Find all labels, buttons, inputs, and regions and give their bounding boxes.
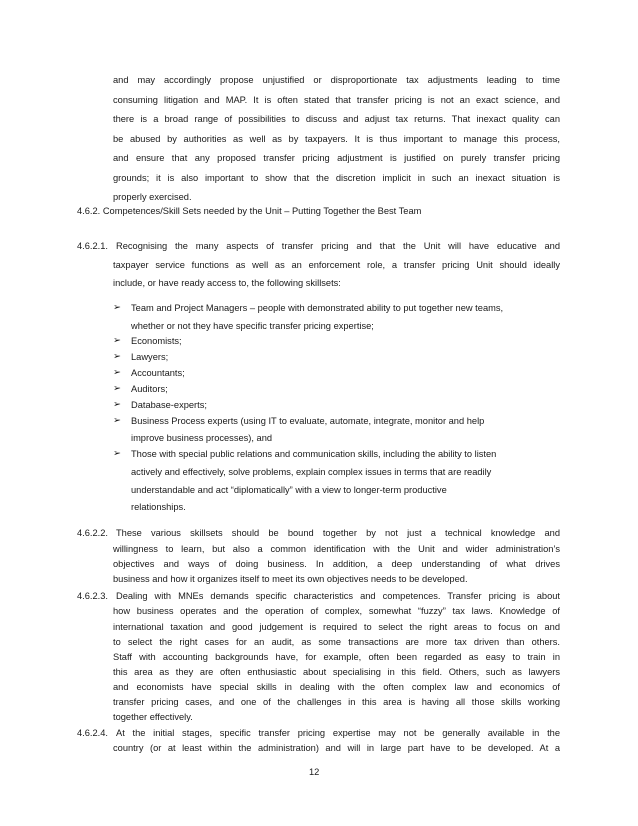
list-item-text: Lawyers; — [131, 352, 169, 362]
intro-line: grounds; it is also important to show that the discretion implicit in such an inexact situation is — [113, 173, 560, 183]
section-heading: 4.6.2. Competences/Skill Sets needed by the Unit – Putting Together the Best Team — [77, 206, 422, 216]
list-item-text: Accountants; — [131, 368, 185, 378]
subsection-number: 4.6.2.1. — [77, 241, 109, 251]
list-item-text: understandable and act “diplomatically” with a view to longer-term productive — [131, 485, 447, 495]
arrow-bullet-icon: ➢ — [113, 351, 121, 362]
list-item-text: improve business processes), and — [131, 433, 273, 443]
intro-line: properly exercised. — [113, 192, 192, 202]
intro-line: consuming litigation and MAP. It is often stated that transfer pricing is not an exact science, and — [113, 95, 560, 105]
list-item-text: Auditors; — [131, 384, 168, 394]
subsection-line: and economists have special skills in dealing with the often complex law and economics of — [113, 682, 560, 692]
subsection-line: include, or have ready access to, the following skillsets: — [113, 278, 341, 288]
arrow-bullet-icon: ➢ — [113, 448, 121, 459]
subsection-line: Dealing with MNEs demands specific characteristics and competences. Transfer pricing is about — [116, 591, 560, 601]
page-number: 12 — [309, 767, 320, 777]
subsection-line: willingness to learn, but also a common identification with the Unit and wider administration’s — [113, 544, 560, 554]
subsection-line: together effectively. — [113, 712, 193, 722]
list-item-text: relationships. — [131, 502, 186, 512]
arrow-bullet-icon: ➢ — [113, 335, 121, 346]
arrow-bullet-icon: ➢ — [113, 399, 121, 410]
intro-line: be abused by authorities as well as by taxpayers. It is thus important to manage this process, — [113, 134, 560, 144]
list-item-text: Database-experts; — [131, 400, 207, 410]
subsection-number: 4.6.2.3. — [77, 591, 109, 601]
list-item-text: Team and Project Managers – people with demonstrated ability to put together new teams, — [131, 303, 504, 313]
subsection-number: 4.6.2.4. — [77, 728, 109, 738]
list-item-text: Business Process experts (using IT to evaluate, automate, integrate, monitor and help — [131, 416, 485, 426]
intro-line: and may accordingly propose unjustified or disproportionate tax adjustments leading to time — [113, 75, 560, 85]
subsection-line: business and how it organizes itself to meet its own objectives needs to be developed. — [113, 574, 468, 584]
list-item-text: whether or not they have specific transfer pricing expertise; — [131, 321, 374, 331]
subsection-line: Staff with accounting backgrounds have, for example, often been regarded as easy to train in — [113, 652, 560, 662]
subsection-line: country (or at least within the administration) and will in large part have to be developed. At a — [113, 743, 560, 753]
subsection-line: to select the right cases for an audit, as some transactions are more tax driven than others. — [113, 637, 560, 647]
subsection-line: taxpayer service functions as well as an enforcement role, a transfer pricing Unit should ideally — [113, 260, 560, 270]
intro-line: there is a broad range of possibilities to discuss and adjust tax returns. That inexact quality can — [113, 114, 560, 124]
subsection-line: this area as they are often enthusiastic about specialising in this field. Others, such as lawyers — [113, 667, 560, 677]
subsection-line: how business operates and the operation of complex, somewhat “fuzzy” tax laws. Knowledge of — [113, 606, 560, 616]
subsection-line: At the initial stages, specific transfer pricing expertise may not be generally available in the — [116, 728, 560, 738]
arrow-bullet-icon: ➢ — [113, 367, 121, 378]
subsection-line: These various skillsets should be bound together by not just a technical knowledge and — [116, 528, 560, 538]
intro-line: and ensure that any proposed transfer pricing adjustment is justified on purely transfer pricing — [113, 153, 560, 163]
arrow-bullet-icon: ➢ — [113, 302, 121, 313]
arrow-bullet-icon: ➢ — [113, 383, 121, 394]
subsection-line: Recognising the many aspects of transfer pricing and that the Unit will have educative and — [116, 241, 560, 251]
arrow-bullet-icon: ➢ — [113, 415, 121, 426]
subsection-line: transfer pricing cases, and one of the challenges in this area is having all those skills working — [113, 697, 560, 707]
subsection-number: 4.6.2.2. — [77, 528, 109, 538]
subsection-line: international taxation and good judgement is required to select the right areas to focus on and — [113, 622, 560, 632]
list-item-text: Economists; — [131, 336, 182, 346]
list-item-text: actively and effectively, solve problems, explain complex issues in terms that are readily — [131, 467, 492, 477]
list-item-text: Those with special public relations and communication skills, including the ability to listen — [131, 449, 497, 459]
subsection-line: objectives and ways of doing business. In addition, a deep understanding of what drives — [113, 559, 560, 569]
